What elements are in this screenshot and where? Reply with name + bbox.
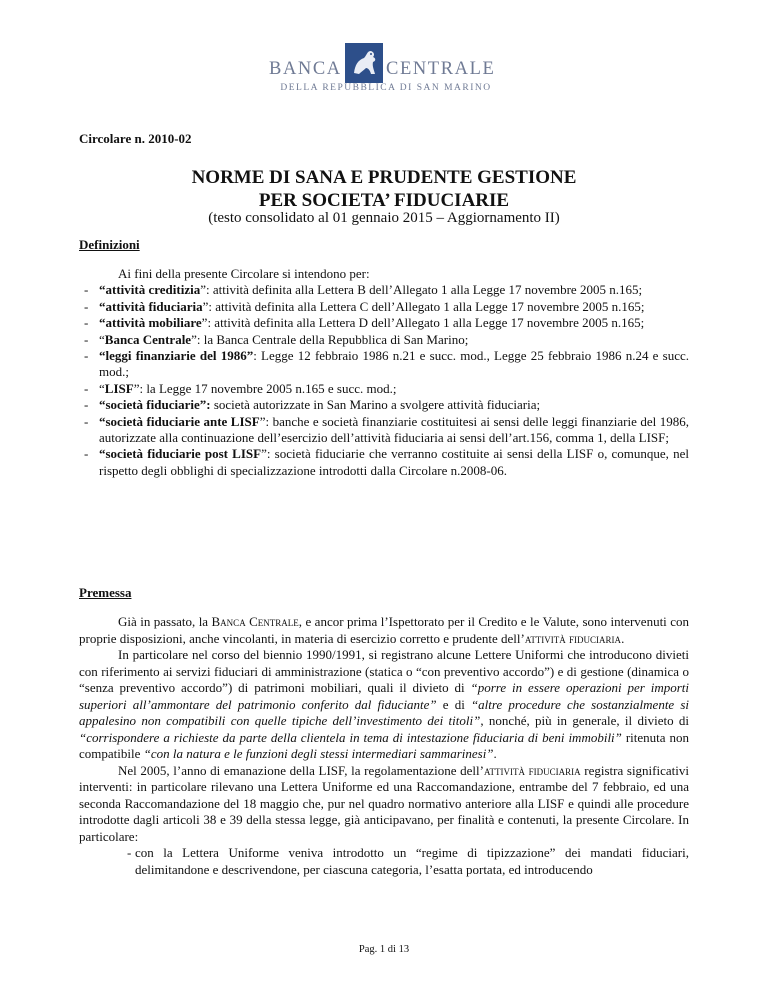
list-dash: - [84, 380, 89, 396]
definition-term: “leggi finanziarie del 1986” [99, 348, 254, 364]
definition-term: Banca Centrale [104, 331, 192, 347]
list-dash: - [84, 298, 89, 314]
definition-text: ”: attività definita alla Lettera B dell’Allegato 1 alla Legge 17 novembre 2005 n.165; [200, 282, 643, 298]
definition-text: ”: la Legge 17 novembre 2005 n.165 e succ. mod.; [133, 380, 397, 396]
definition-term: “società fiduciarie ante LISF [99, 413, 260, 429]
circolare-number: Circolare n. 2010-02 [79, 131, 192, 146]
definition-item [79, 446, 689, 479]
list-dash: - [84, 331, 89, 347]
definition-item [79, 397, 689, 413]
title-line-1: NORME DI SANA E PRUDENTE GESTIONE [191, 167, 577, 188]
definition-item [79, 348, 689, 381]
definitions-intro: Ai fini della presente Circolare si intendono per: [118, 266, 370, 281]
title-line-2: PER SOCIETA’ FIDUCIARIE [258, 190, 510, 211]
bank-logo [265, 43, 505, 101]
definition-text: ”: attività definita alla Lettera D dell’Allegato 1 alla Legge 17 novembre 2005 n.165; [201, 315, 645, 331]
definition-item [79, 315, 689, 331]
definition-term: “società fiduciarie”: [99, 397, 211, 413]
definition-item [79, 299, 689, 315]
definition-quote: “ [99, 380, 105, 396]
paragraph: In particolare nel corso del biennio 1990/1991, si registrano alcune Lettere Uniformi che introducono divieti con riferimento ai servizi fiduciari di amministrazione (statica o “con preventivo accordo”) e di gestione (dinamica o “senza preventivo accordo”) di patrimoni mobiliari, quali il divieto di “porre in essere operazioni per importi superiori all’ammontare del patrimonio conferito dal fiduciante” e di “altre procedure che sostanzialmente si appalesino non compatibili con quelle tipiche dell’investimento dei titoli”, nonché, più in generale, il divieto di “corrispondere a richieste da parte della clientela in tema di intestazione fiduciaria di beni immobili” ritenuta non compatibile “con la natura e le funzioni degli stessi intermediari sammarinesi”. [79, 647, 689, 761]
definition-text: ”: società fiduciarie che verranno costituite ai sensi della LISF o, comunque, nel rispetto degli obblighi di specializzazione introdotti dalla Circolare n.2008-06. [99, 446, 689, 478]
definition-text: ”: attività definita alla Lettera C dell’Allegato 1 alla Legge 17 novembre 2005 n.165; [202, 298, 645, 314]
definition-quote: “ [99, 331, 105, 347]
premessa-body [79, 614, 689, 878]
list-dash: - [84, 315, 89, 331]
definition-term: “società fiduciarie post LISF [99, 446, 262, 462]
definition-item [79, 332, 689, 348]
definitions-list [79, 266, 689, 479]
logo-word-centrale: CENTRALE [386, 59, 496, 79]
page-number: Pag. 1 di 13 [358, 944, 410, 955]
list-dash: - [84, 397, 89, 413]
definition-term: LISF [104, 380, 134, 396]
definition-text: ”: banche e società finanziarie costituitesi ai sensi delle leggi finanziarie del 1986, autorizzate alla continuazione dell’esercizio dell’attività fiduciaria ai sensi dell’art.156, comma 1, della LISF; [99, 413, 689, 446]
list-dash: - [84, 282, 89, 298]
lion-crest-icon [345, 43, 383, 83]
logo-subtitle: DELLA REPUBBLICA DI SAN MARINO [280, 83, 492, 93]
document-subtitle: (testo consolidato al 01 gennaio 2015 – Aggiornamento II) [208, 210, 560, 226]
definition-text: società autorizzate in San Marino a svolgere attività fiduciaria; [210, 397, 541, 413]
logo-word-banca: BANCA [269, 59, 342, 79]
paragraph: Già in passato, la Banca Centrale, e ancor prima l’Ispettorato per il Credito e le Valute, sono intervenuti con proprie disposizioni, anche vincolanti, in materia di esercizio corretto e prudente dell’attività fiduciaria. [79, 614, 689, 646]
definition-text: ”: la Banca Centrale della Repubblica di San Marino; [191, 331, 469, 347]
list-dash: - [84, 446, 89, 462]
list-dash: - [84, 413, 89, 429]
document-title [79, 166, 689, 212]
definition-item [79, 381, 689, 397]
heading-definizioni: Definizioni [79, 237, 140, 252]
definition-item [79, 414, 689, 447]
definition-term: “attività fiduciaria [99, 298, 203, 314]
definition-item [79, 282, 689, 298]
heading-premessa: Premessa [79, 585, 132, 600]
definition-term: “attività mobiliare [99, 315, 202, 331]
definition-text: : Legge 12 febbraio 1986 n.21 e succ. mod., Legge 25 febbraio 1986 n.24 e succ. mod.; [99, 348, 690, 380]
list-dash: - [84, 348, 89, 364]
list-item: - con la Lettera Uniforme veniva introdotto un “regime di tipizzazione” dei mandati fiduciari, delimitandone e descrivendone, per ciascuna categoria, l’esatta portata, ed introducendo [127, 845, 689, 877]
paragraph: Nel 2005, l’anno di emanazione della LISF, la regolamentazione dell’attività fiduciaria registra significativi interventi: in particolare rilevano una Lettera Uniforme ed una Raccomandazione, entrambe del 7 febbraio, ed una seconda Raccomandazione del 18 maggio che, pur nel quadro normativo anteriore alla LISF e quindi alle procedure introdotte dagli articoli 38 e 39 della stessa legge, già anticipavano, per finalità e contenuti, la presente Circolare. In particolare: [79, 762, 689, 844]
definition-term: “attività creditizia [99, 282, 201, 298]
